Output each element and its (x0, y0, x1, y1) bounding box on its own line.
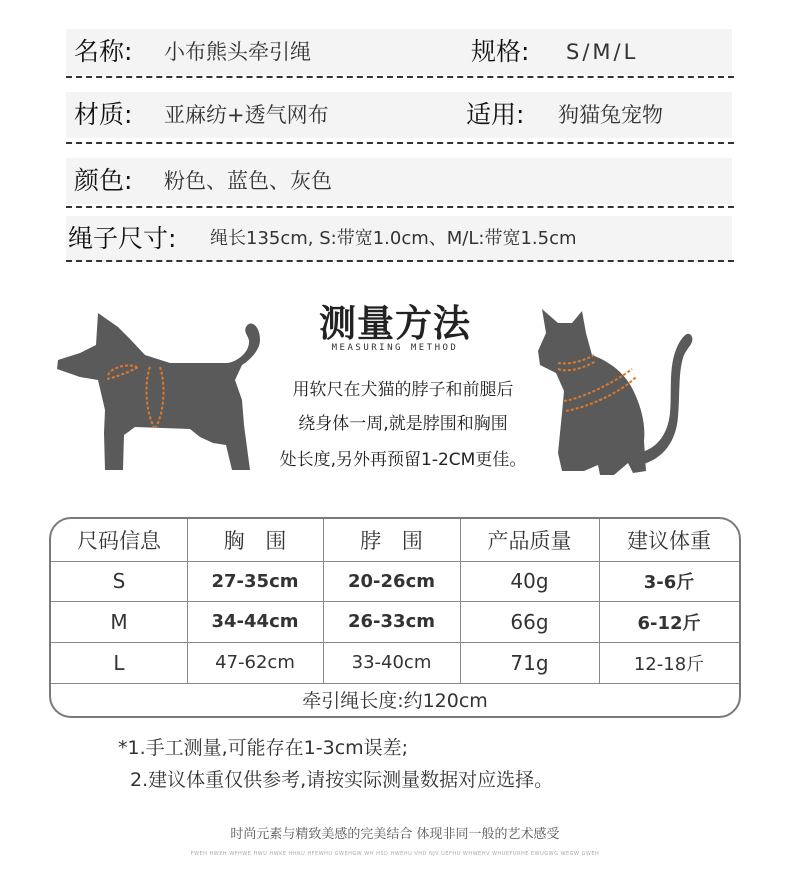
rope-value: 绳长135cm, S:带宽1.0cm、M/L:带宽1.5cm (210, 228, 577, 249)
divider (66, 142, 734, 144)
divider (66, 206, 734, 208)
name-value: 小布熊头牵引绳 (164, 40, 311, 64)
table-header-cell: 尺码信息 (77, 529, 161, 553)
footer-small-text: FWEH HWEH WFHWE HWU HWKE HHRU HFEWHU GWEHGW WH HSD HWEHU VHD NJV UEFHU WHWEHV WHUEFURHE EWUGWG WEGW GWEH (190, 851, 600, 857)
table-header-cell: 建议体重 (627, 529, 711, 553)
table-header-cell: 脖 围 (360, 529, 423, 553)
material-label: 材质: (74, 100, 133, 129)
method-line-2: 绕身体一周,就是脖围和胸围 (298, 414, 508, 434)
divider (66, 76, 734, 78)
table-cell: L (113, 650, 125, 675)
table-row (51, 561, 739, 601)
leash-length: 牵引绳长度:约120cm (302, 690, 488, 712)
table-cell: 40g (510, 569, 549, 593)
table-cell: 3-6斤 (643, 572, 695, 593)
name-label: 名称: (74, 37, 133, 66)
table-footer-row (51, 683, 739, 716)
suitable-label: 适用: (466, 100, 525, 129)
method-subtitle: MEASURING METHOD (331, 343, 459, 353)
table-cell: 71g (510, 650, 549, 675)
info-row-rope (66, 216, 732, 262)
color-label: 颜色: (74, 166, 133, 195)
method-line-1: 用软尺在犬猫的脖子和前腿后 (292, 380, 514, 400)
material-value: 亚麻纺+透气网布 (164, 103, 329, 127)
table-cell: 34-44cm (211, 611, 299, 632)
size-table (49, 517, 741, 718)
table-row (51, 601, 739, 642)
rope-label: 绳子尺寸: (68, 224, 177, 253)
table-cell: 20-26cm (348, 570, 435, 592)
suitable-value: 狗猫兔宠物 (558, 103, 663, 127)
table-cell: 6-12斤 (637, 612, 701, 634)
table-cell: S (112, 569, 126, 593)
table-cell: 66g (510, 609, 549, 634)
table-row (51, 642, 739, 683)
footer-slogan: 时尚元素与精致美感的完美结合 体现非同一般的艺术感受 (230, 827, 560, 842)
spec-label: 规格: (471, 37, 530, 66)
table-cell: 12-18斤 (633, 653, 705, 675)
method-title: 测量方法 (319, 302, 471, 345)
info-row-color (66, 158, 732, 204)
info-row-material (66, 92, 732, 138)
table-cell: 47-62cm (215, 652, 295, 673)
table-header-cell: 胸 围 (223, 529, 287, 553)
cat-silhouette-icon (528, 303, 698, 481)
info-row-name (66, 29, 732, 75)
color-value: 粉色、蓝色、灰色 (164, 169, 332, 193)
table-header-cell: 产品质量 (487, 529, 572, 553)
table-cell: 33-40cm (351, 652, 432, 673)
table-cell: 26-33cm (348, 611, 435, 632)
table-cell: M (110, 609, 128, 634)
note-2: 2.建议体重仅供参考,请按实际测量数据对应选择。 (130, 769, 554, 791)
table-header-row (51, 519, 739, 561)
table-cell: 27-35cm (211, 570, 299, 592)
divider (66, 260, 734, 262)
note-1: *1.手工测量,可能存在1-3cm误差; (118, 737, 409, 759)
dog-silhouette-icon (50, 305, 280, 480)
method-line-3: 处长度,另外再预留1-2CM更佳。 (279, 450, 527, 470)
spec-value: S/M/L (566, 40, 639, 64)
